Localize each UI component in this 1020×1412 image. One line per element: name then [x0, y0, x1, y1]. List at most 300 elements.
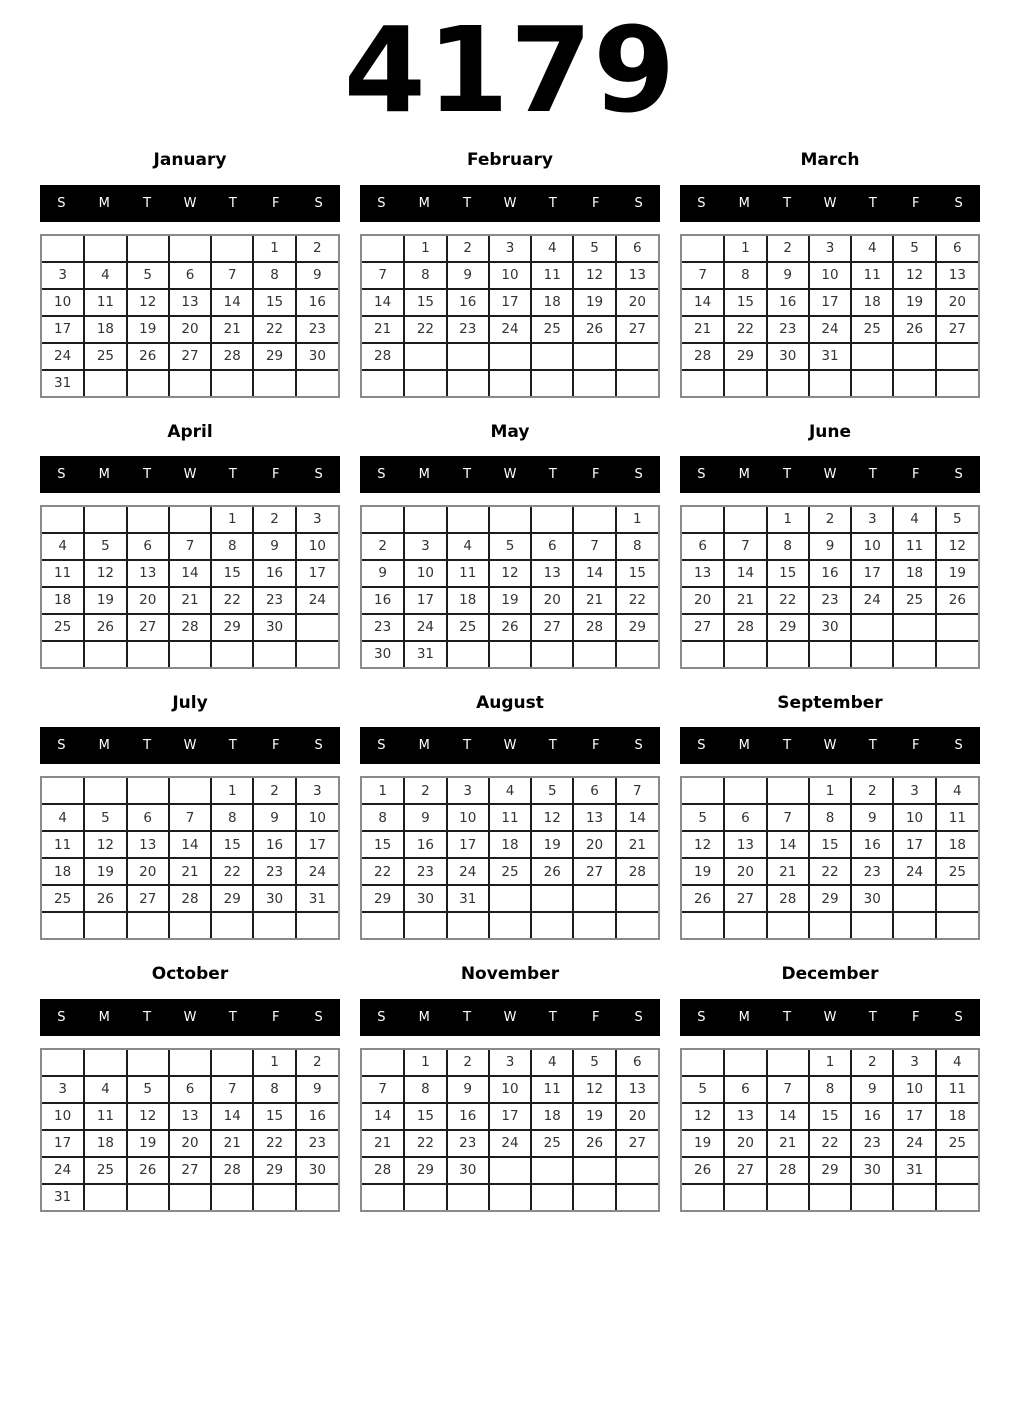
week-row: [42, 507, 338, 533]
day-cell: 13: [616, 1076, 658, 1103]
weekday-label: F: [271, 738, 280, 754]
day-cell: 14: [362, 1103, 404, 1130]
empty-day-cell: [616, 343, 658, 370]
day-cell: 7: [169, 533, 211, 560]
day-cell: 15: [362, 831, 404, 858]
empty-day-cell: [169, 1050, 211, 1076]
empty-day-cell: [489, 885, 531, 912]
day-cell: 24: [42, 343, 84, 370]
day-cell: 26: [84, 885, 126, 912]
week-row: [42, 262, 338, 289]
day-cell: 30: [362, 641, 404, 667]
empty-day-cell: [42, 236, 84, 262]
day-cell: 21: [767, 1130, 809, 1157]
day-cell: 21: [573, 587, 615, 614]
day-cell: 24: [893, 1130, 935, 1157]
day-cell: 18: [489, 831, 531, 858]
empty-day-cell: [404, 1184, 446, 1210]
empty-day-cell: [84, 1050, 126, 1076]
day-cell: 22: [253, 1130, 295, 1157]
day-cell: 29: [767, 614, 809, 641]
empty-day-cell: [616, 1184, 658, 1210]
month-grid: [362, 1050, 658, 1210]
day-cell: 16: [253, 831, 295, 858]
week-row: [42, 831, 338, 858]
day-cell: 14: [767, 1103, 809, 1130]
day-cell: 15: [724, 289, 766, 316]
empty-day-cell: [851, 343, 893, 370]
empty-day-cell: [127, 778, 169, 804]
week-row: [362, 1184, 658, 1210]
week-row: [42, 533, 338, 560]
day-cell: 5: [573, 236, 615, 262]
day-cell: 26: [682, 885, 724, 912]
day-cell: 23: [767, 316, 809, 343]
month-title: August: [476, 692, 544, 713]
day-cell: 26: [531, 858, 573, 885]
empty-day-cell: [169, 641, 211, 667]
empty-day-cell: [447, 1184, 489, 1210]
weekday-label: M: [98, 738, 110, 754]
day-cell: 21: [211, 1130, 253, 1157]
weekday-label: S: [954, 738, 963, 754]
weekday-label: S: [634, 466, 643, 482]
day-cell: 9: [404, 804, 446, 831]
day-cell: 18: [42, 587, 84, 614]
day-cell: 10: [809, 262, 851, 289]
weekday-label: M: [418, 195, 430, 211]
day-cell: 20: [531, 587, 573, 614]
day-cell: 25: [936, 858, 978, 885]
day-cell: 14: [211, 289, 253, 316]
day-cell: 7: [682, 262, 724, 289]
day-cell: 23: [404, 858, 446, 885]
weekday-label: M: [418, 738, 430, 754]
day-cell: 10: [42, 289, 84, 316]
weekday-label: T: [228, 195, 237, 211]
week-row: [42, 804, 338, 831]
day-cell: 2: [296, 1050, 338, 1076]
empty-day-cell: [296, 370, 338, 396]
day-cell: 11: [489, 804, 531, 831]
day-cell: 14: [767, 831, 809, 858]
day-cell: 31: [404, 641, 446, 667]
empty-day-cell: [573, 885, 615, 912]
empty-day-cell: [127, 641, 169, 667]
week-row: [362, 1103, 658, 1130]
empty-day-cell: [616, 370, 658, 396]
weekday-label: W: [823, 466, 837, 482]
day-cell: 7: [616, 778, 658, 804]
empty-day-cell: [851, 370, 893, 396]
empty-day-cell: [573, 507, 615, 533]
day-cell: 16: [851, 831, 893, 858]
day-cell: 6: [616, 1050, 658, 1076]
day-cell: 1: [767, 507, 809, 533]
week-row: [42, 1184, 338, 1210]
empty-day-cell: [84, 370, 126, 396]
weekday-label: T: [143, 195, 152, 211]
day-cell: 27: [616, 316, 658, 343]
weekday-label: T: [783, 195, 792, 211]
day-cell: 17: [893, 831, 935, 858]
empty-day-cell: [404, 343, 446, 370]
empty-day-cell: [42, 912, 84, 938]
day-cell: 19: [573, 1103, 615, 1130]
weekday-label: S: [377, 466, 386, 482]
empty-day-cell: [682, 778, 724, 804]
week-row: [362, 262, 658, 289]
day-cell: 17: [42, 316, 84, 343]
day-cell: 13: [936, 262, 978, 289]
day-cell: 7: [211, 1076, 253, 1103]
day-cell: 31: [296, 885, 338, 912]
empty-day-cell: [531, 1184, 573, 1210]
empty-day-cell: [253, 912, 295, 938]
day-cell: 27: [724, 885, 766, 912]
day-cell: 12: [573, 262, 615, 289]
month-title: December: [781, 964, 879, 985]
day-cell: 15: [809, 831, 851, 858]
weekday-label: F: [591, 1009, 600, 1025]
day-cell: 30: [253, 614, 295, 641]
weekday-label: F: [591, 466, 600, 482]
empty-day-cell: [682, 236, 724, 262]
week-row: [682, 1130, 978, 1157]
weekday-label: T: [463, 195, 472, 211]
week-row: [42, 236, 338, 262]
empty-day-cell: [767, 370, 809, 396]
empty-day-cell: [936, 370, 978, 396]
month-block: [40, 693, 340, 940]
empty-day-cell: [127, 370, 169, 396]
day-cell: 18: [936, 1103, 978, 1130]
day-cell: 22: [211, 587, 253, 614]
day-cell: 10: [893, 804, 935, 831]
day-cell: 21: [169, 858, 211, 885]
day-cell: 18: [936, 831, 978, 858]
day-cell: 27: [531, 614, 573, 641]
day-cell: 26: [573, 316, 615, 343]
day-cell: 1: [253, 236, 295, 262]
day-cell: 12: [84, 560, 126, 587]
day-cell: 26: [489, 614, 531, 641]
weekday-label: M: [738, 738, 750, 754]
day-cell: 21: [616, 831, 658, 858]
empty-day-cell: [169, 778, 211, 804]
empty-day-cell: [724, 1184, 766, 1210]
day-cell: 20: [169, 1130, 211, 1157]
day-cell: 21: [767, 858, 809, 885]
day-cell: 5: [127, 1076, 169, 1103]
month-block: [360, 150, 660, 397]
month-grid: [682, 1050, 978, 1210]
empty-day-cell: [851, 912, 893, 938]
weekday-label: S: [377, 738, 386, 754]
empty-day-cell: [851, 614, 893, 641]
day-cell: 6: [169, 1076, 211, 1103]
day-cell: 8: [253, 1076, 295, 1103]
day-cell: 20: [616, 289, 658, 316]
month-grid-frame: [680, 776, 980, 940]
day-cell: 29: [211, 614, 253, 641]
weekday-label: F: [271, 195, 280, 211]
empty-day-cell: [531, 370, 573, 396]
day-cell: 16: [767, 289, 809, 316]
day-cell: 14: [362, 289, 404, 316]
month-block: [680, 964, 980, 1211]
empty-day-cell: [253, 370, 295, 396]
empty-day-cell: [127, 507, 169, 533]
week-row: [362, 1130, 658, 1157]
empty-day-cell: [531, 912, 573, 938]
day-cell: 9: [447, 262, 489, 289]
weekday-label: S: [634, 738, 643, 754]
week-row: [42, 885, 338, 912]
day-cell: 26: [573, 1130, 615, 1157]
empty-day-cell: [447, 343, 489, 370]
day-cell: 7: [362, 262, 404, 289]
empty-day-cell: [84, 641, 126, 667]
day-cell: 19: [682, 1130, 724, 1157]
weekday-label: W: [503, 195, 517, 211]
day-cell: 24: [893, 858, 935, 885]
day-cell: 4: [84, 262, 126, 289]
day-cell: 1: [362, 778, 404, 804]
month-block: [360, 422, 660, 669]
weekday-label: M: [738, 1009, 750, 1025]
weekday-label: S: [57, 738, 66, 754]
day-cell: 19: [893, 289, 935, 316]
weekday-label: W: [503, 738, 517, 754]
empty-day-cell: [682, 1050, 724, 1076]
day-cell: 17: [404, 587, 446, 614]
weekday-label: T: [463, 466, 472, 482]
weekday-label: S: [954, 195, 963, 211]
week-row: [682, 912, 978, 938]
day-cell: 7: [724, 533, 766, 560]
weekday-label: S: [314, 738, 323, 754]
empty-day-cell: [127, 1184, 169, 1210]
day-cell: 2: [767, 236, 809, 262]
day-cell: 20: [127, 858, 169, 885]
month-title: July: [172, 692, 208, 713]
day-cell: 12: [84, 831, 126, 858]
weekday-header: [680, 727, 980, 764]
month-title: June: [808, 421, 852, 442]
empty-day-cell: [211, 236, 253, 262]
weekday-label: T: [868, 466, 877, 482]
weekday-header: [360, 456, 660, 493]
weekday-label: T: [143, 466, 152, 482]
day-cell: 28: [362, 343, 404, 370]
weekday-label: S: [634, 195, 643, 211]
day-cell: 20: [936, 289, 978, 316]
day-cell: 26: [84, 614, 126, 641]
month-grid-frame: [680, 234, 980, 398]
month-grid: [362, 236, 658, 396]
day-cell: 14: [169, 831, 211, 858]
day-cell: 21: [362, 1130, 404, 1157]
weekday-label: F: [911, 738, 920, 754]
day-cell: 8: [616, 533, 658, 560]
day-cell: 15: [809, 1103, 851, 1130]
weekday-label: T: [548, 466, 557, 482]
day-cell: 24: [404, 614, 446, 641]
empty-day-cell: [809, 1184, 851, 1210]
weekday-label: S: [57, 466, 66, 482]
day-cell: 28: [724, 614, 766, 641]
day-cell: 9: [253, 804, 295, 831]
weekday-label: T: [463, 738, 472, 754]
empty-day-cell: [767, 912, 809, 938]
weekday-label: M: [738, 195, 750, 211]
month-grid: [682, 778, 978, 938]
month-grid: [42, 236, 338, 396]
day-cell: 11: [447, 560, 489, 587]
day-cell: 3: [489, 236, 531, 262]
day-cell: 26: [682, 1157, 724, 1184]
empty-day-cell: [42, 641, 84, 667]
day-cell: 10: [404, 560, 446, 587]
week-row: [362, 885, 658, 912]
day-cell: 28: [767, 1157, 809, 1184]
day-cell: 10: [447, 804, 489, 831]
day-cell: 23: [851, 858, 893, 885]
weekday-label: T: [143, 738, 152, 754]
week-row: [682, 507, 978, 533]
day-cell: 4: [893, 507, 935, 533]
weekday-label: F: [591, 195, 600, 211]
empty-day-cell: [169, 236, 211, 262]
day-cell: 19: [127, 316, 169, 343]
day-cell: 5: [893, 236, 935, 262]
day-cell: 2: [447, 236, 489, 262]
week-row: [362, 316, 658, 343]
day-cell: 8: [767, 533, 809, 560]
week-row: [362, 858, 658, 885]
day-cell: 20: [682, 587, 724, 614]
empty-day-cell: [724, 507, 766, 533]
day-cell: 14: [169, 560, 211, 587]
day-cell: 1: [809, 778, 851, 804]
empty-day-cell: [296, 912, 338, 938]
day-cell: 23: [296, 316, 338, 343]
day-cell: 22: [404, 1130, 446, 1157]
day-cell: 25: [531, 1130, 573, 1157]
week-row: [682, 370, 978, 396]
empty-day-cell: [362, 507, 404, 533]
weekday-label: T: [783, 1009, 792, 1025]
day-cell: 16: [447, 289, 489, 316]
empty-day-cell: [936, 343, 978, 370]
empty-day-cell: [893, 370, 935, 396]
weekday-header: [40, 456, 340, 493]
day-cell: 31: [42, 1184, 84, 1210]
empty-day-cell: [362, 912, 404, 938]
day-cell: 1: [211, 778, 253, 804]
day-cell: 13: [724, 1103, 766, 1130]
day-cell: 29: [362, 885, 404, 912]
day-cell: 20: [616, 1103, 658, 1130]
day-cell: 29: [616, 614, 658, 641]
empty-day-cell: [893, 343, 935, 370]
empty-day-cell: [447, 507, 489, 533]
week-row: [682, 1050, 978, 1076]
weekday-label: W: [823, 1009, 837, 1025]
weekday-label: T: [783, 738, 792, 754]
week-row: [42, 614, 338, 641]
empty-day-cell: [809, 370, 851, 396]
week-row: [682, 1103, 978, 1130]
week-row: [362, 533, 658, 560]
day-cell: 8: [724, 262, 766, 289]
month-grid-frame: [360, 776, 660, 940]
weekday-label: T: [548, 195, 557, 211]
day-cell: 15: [767, 560, 809, 587]
empty-day-cell: [84, 507, 126, 533]
day-cell: 24: [296, 587, 338, 614]
day-cell: 10: [296, 533, 338, 560]
day-cell: 25: [531, 316, 573, 343]
empty-day-cell: [893, 912, 935, 938]
empty-day-cell: [42, 778, 84, 804]
day-cell: 1: [809, 1050, 851, 1076]
day-cell: 7: [767, 1076, 809, 1103]
week-row: [682, 804, 978, 831]
day-cell: 10: [489, 1076, 531, 1103]
week-row: [362, 1076, 658, 1103]
day-cell: 14: [682, 289, 724, 316]
day-cell: 5: [84, 533, 126, 560]
weekday-header: [40, 185, 340, 222]
day-cell: 8: [211, 804, 253, 831]
month-grid: [42, 1050, 338, 1210]
empty-day-cell: [447, 641, 489, 667]
day-cell: 29: [211, 885, 253, 912]
day-cell: 20: [169, 316, 211, 343]
weekday-label: S: [954, 1009, 963, 1025]
day-cell: 9: [362, 560, 404, 587]
month-grid-frame: [40, 234, 340, 398]
weekday-label: F: [911, 195, 920, 211]
day-cell: 29: [809, 1157, 851, 1184]
day-cell: 1: [404, 236, 446, 262]
day-cell: 6: [127, 804, 169, 831]
week-row: [42, 912, 338, 938]
day-cell: 27: [724, 1157, 766, 1184]
empty-day-cell: [936, 1157, 978, 1184]
month-grid: [42, 778, 338, 938]
day-cell: 17: [893, 1103, 935, 1130]
day-cell: 28: [767, 885, 809, 912]
day-cell: 8: [404, 262, 446, 289]
week-row: [42, 1103, 338, 1130]
day-cell: 8: [362, 804, 404, 831]
day-cell: 21: [211, 316, 253, 343]
month-grid-frame: [360, 234, 660, 398]
day-cell: 12: [682, 1103, 724, 1130]
day-cell: 6: [573, 778, 615, 804]
day-cell: 25: [84, 343, 126, 370]
month-title: March: [800, 150, 860, 171]
weekday-label: S: [314, 195, 323, 211]
empty-day-cell: [362, 1050, 404, 1076]
day-cell: 11: [531, 262, 573, 289]
day-cell: 27: [127, 614, 169, 641]
day-cell: 4: [84, 1076, 126, 1103]
day-cell: 22: [362, 858, 404, 885]
